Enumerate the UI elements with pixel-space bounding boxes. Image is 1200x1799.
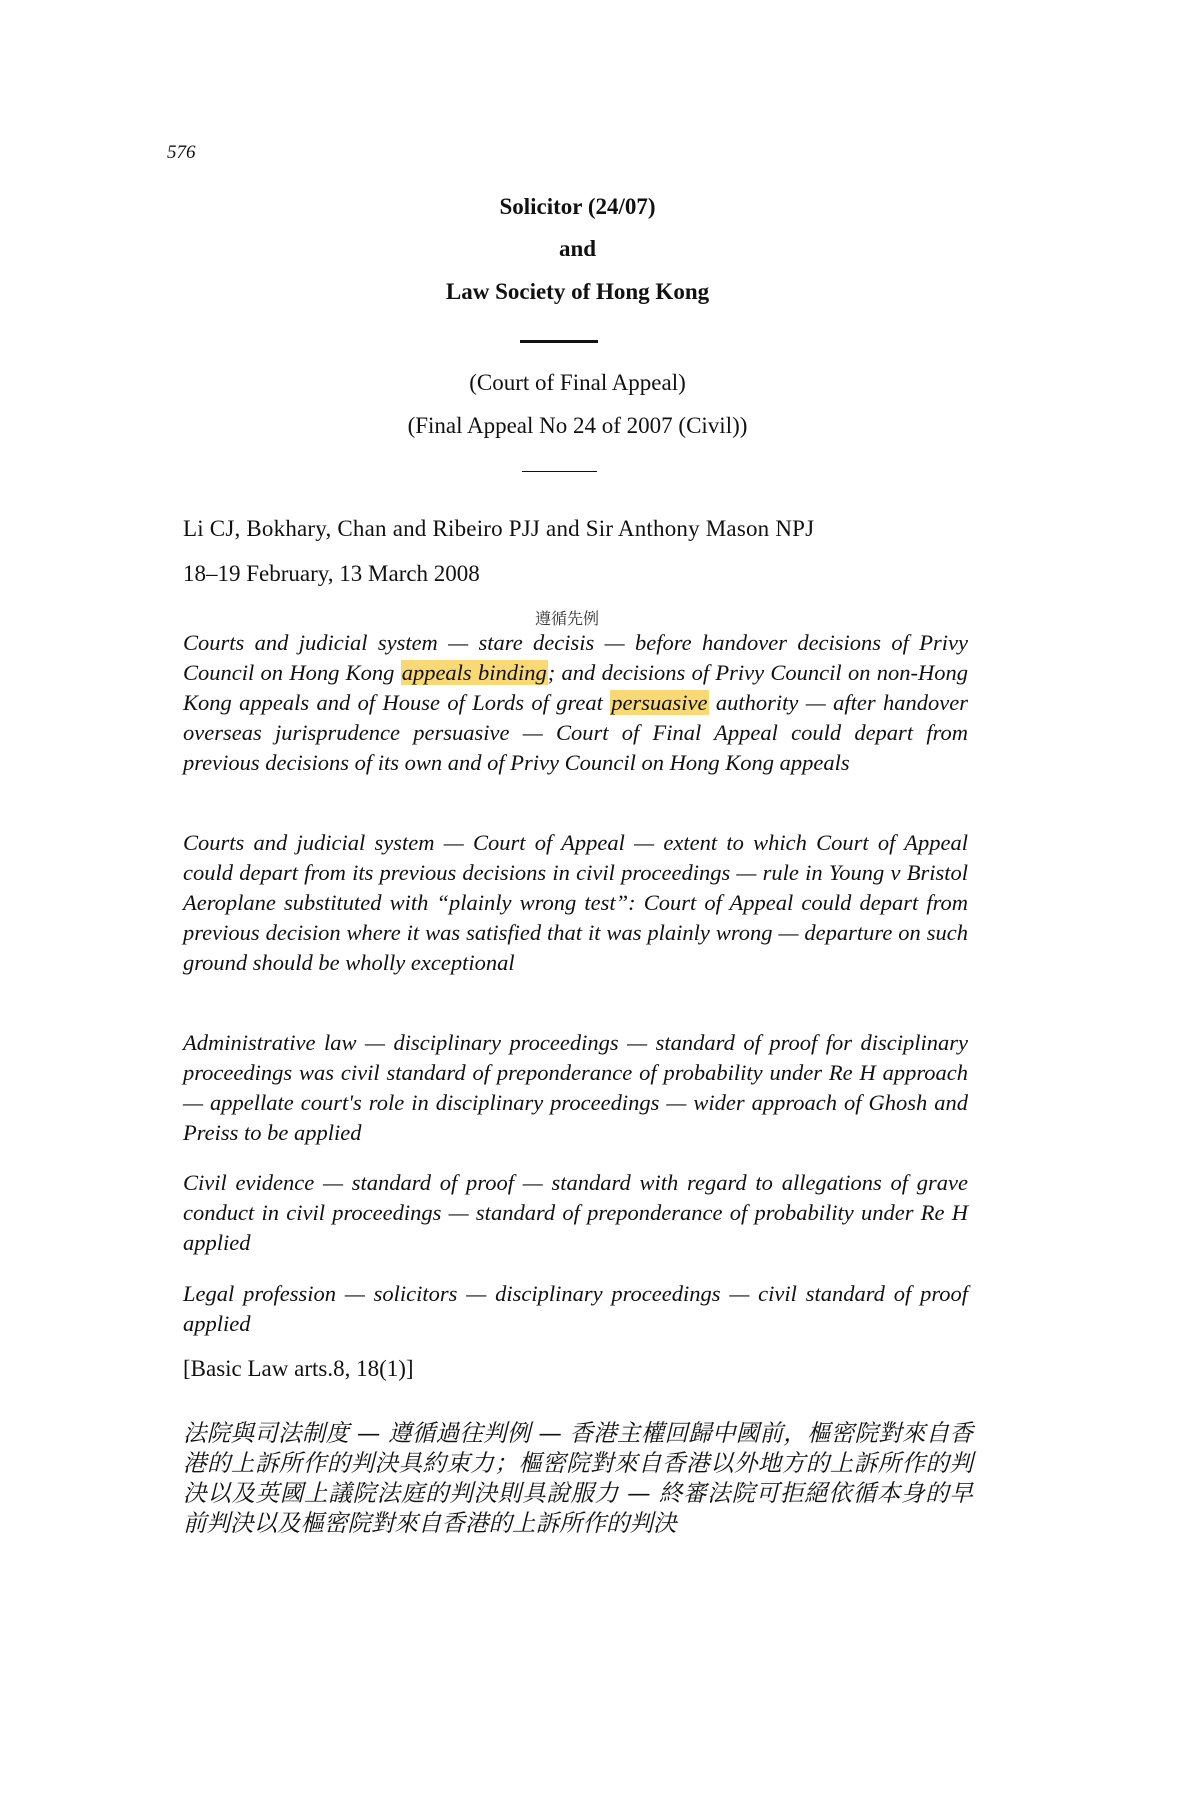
basic-law-reference: [Basic Law arts.8, 18(1)] xyxy=(183,1356,414,1381)
keyword-text: authority — after handover overseas jurisprudence persuasive — Court of Final Appeal could depart from previous decisions of its own and of Privy Council on Hong Kong appeals xyxy=(183,690,968,775)
highlighted-text[interactable]: persuasive xyxy=(611,690,708,715)
case-divider xyxy=(522,471,597,472)
keyword-paragraph: Civil evidence — standard of proof — standard with regard to allegations of grave conduct in civil proceedings — standard of preponderance of probability under Re H applied xyxy=(183,1170,968,1255)
conjunction: and xyxy=(558,236,597,261)
keyword-paragraph: Administrative law — disciplinary proceedings — standard of proof for disciplinary proceedings was civil standard of preponderance of probability under Re H approach — appellate court's role in disciplinary proceedings — wider approach of Ghosh and Preiss to be applied xyxy=(183,1030,968,1145)
page-number: 576 xyxy=(167,142,196,163)
party-one: Solicitor (24/07) xyxy=(499,194,656,219)
case-number: (Final Appeal No 24 of 2007 (Civil)) xyxy=(407,413,748,438)
party-two: Law Society of Hong Kong xyxy=(445,279,710,304)
header-divider xyxy=(520,340,598,343)
keyword-text: ; and decisions of Privy Council on non-Hong Kong appeals and of House of Lords of great xyxy=(183,660,968,715)
stare-decisis-watermark: 遵循先例 xyxy=(535,609,600,628)
hearing-dates: 18–19 February, 13 March 2008 xyxy=(183,561,480,586)
keyword-text: Courts and judicial system — stare decisis — before handover decisions of Privy Council on Hong Kong xyxy=(183,630,968,685)
keyword-paragraph xyxy=(183,628,968,778)
court-name: (Court of Final Appeal) xyxy=(469,370,686,395)
highlighted-text[interactable]: appeals binding xyxy=(401,660,547,685)
keyword-paragraph: Legal profession — solicitors — disciplinary proceedings — civil standard of proof applied xyxy=(183,1281,968,1336)
judges-line: Li CJ, Bokhary, Chan and Ribeiro PJJ and Sir Anthony Mason NPJ xyxy=(183,516,815,541)
keyword-paragraph: Courts and judicial system — Court of Appeal — extent to which Court of Appeal could depart from its previous decisions in civil proceedings — rule in Young v Bristol Aeroplane substituted with “plainly wrong test”: Court of Appeal could depart from previous decision where it was satisfied that it was plainly wrong — departure on such ground should be wholly exceptional xyxy=(183,830,968,975)
chinese-keyword-paragraph: 法院與司法制度 — 遵循過往判例 — 香港主權回歸中國前，樞密院對來自香港的上訴所作的判決具約束力；樞密院對來自香港以外地方的上訴所作的判決以及英國上議院法庭的判決則具說服力 — 終審法院可拒絕依循本身的早前判決以及樞密院對來自香港的上訴所作的判決 xyxy=(183,1419,973,1537)
